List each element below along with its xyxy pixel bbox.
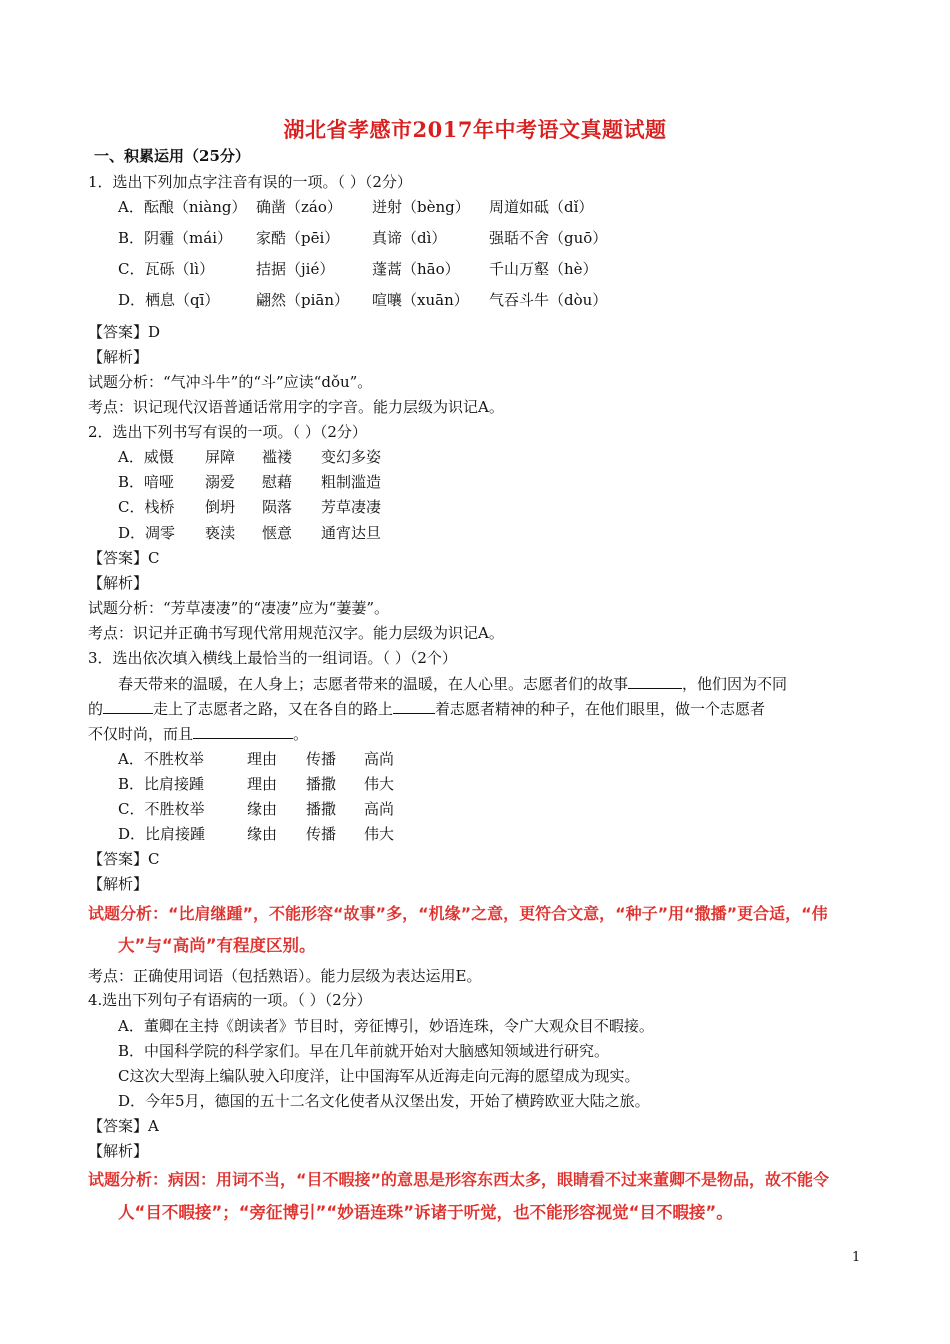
q2-analysis-label: 【解析】 — [88, 574, 149, 592]
q1-analysis-label: 【解析】 — [88, 348, 149, 366]
q3-passage-line-2 — [88, 699, 765, 719]
q4-stem: 4.选出下列句子有语病的一项。（ ）（2分） — [88, 991, 372, 1009]
q2-point: 考点：识记并正确书写现代常用规范汉字。能力层级为识记A。 — [88, 624, 504, 642]
q3-blank-4 — [193, 724, 293, 739]
q2-option-a-2: 屏障 — [205, 448, 236, 466]
q3-point: 考点：正确使用词语（包括熟语）。能力层级为表达运用E。 — [88, 967, 482, 985]
q2-option-c-1: C．栈桥 — [118, 498, 175, 516]
q3-passage-text: 着志愿者精神的种子，在他们眼里，做一个志愿者 — [435, 700, 766, 718]
q1-option-d-1: D．栖息（qī） — [118, 291, 220, 309]
q1-option-d-3: 喧嚷（xuān） — [372, 291, 469, 309]
q2-option-c-2: 倒坍 — [205, 498, 236, 516]
q4-option-d: D．今年5月，德国的五十二名文化使者从汉堡出发，开始了横跨欧亚大陆之旅。 — [118, 1092, 650, 1110]
q1-point: 考点：识记现代汉语普通话常用字的字音。能力层级为识记A。 — [88, 398, 504, 416]
q3-option-b-2: 理由 — [247, 775, 278, 793]
q1-option-c-2: 拮据（jié） — [256, 260, 335, 278]
q3-passage-text: 不仅时尚，而且 — [88, 725, 194, 743]
q2-stem: 2．选出下列书写有误的一项。（ ）（2分） — [88, 423, 367, 441]
q2-option-d-4: 通宵达旦 — [321, 524, 382, 542]
q1-option-b-4: 强聒不舍（guō） — [489, 229, 608, 247]
q3-passage-text: ，他们因为不同 — [682, 675, 788, 693]
q2-option-b-1: B．喑哑 — [118, 473, 175, 491]
q2-option-a-1: A．威慑 — [118, 448, 174, 466]
q3-option-a-1: A．不胜枚举 — [118, 750, 204, 768]
q1-option-c-3: 蓬蒿（hāo） — [372, 260, 460, 278]
q3-option-d-2: 缘由 — [247, 825, 278, 843]
q3-stem: 3．选出依次填入横线上最恰当的一组词语。（ ）（2个） — [88, 649, 457, 667]
q3-option-c-3: 播撒 — [306, 800, 337, 818]
q3-option-c-1: C．不胜枚举 — [118, 800, 205, 818]
q2-option-d-3: 惬意 — [262, 524, 293, 542]
section-heading: 一、积累运用（25分） — [94, 147, 250, 165]
q4-analysis-line-2: 人“目不暇接”；“旁征博引”“妙语连珠”诉诸于听觉，也不能形容视觉“目不暇接”。 — [118, 1203, 733, 1222]
q3-option-d-4: 伟大 — [364, 825, 395, 843]
q2-option-b-2: 溺爱 — [205, 473, 236, 491]
q2-option-b-4: 粗制滥造 — [321, 473, 382, 491]
q3-analysis-line-1: 试题分析：“比肩继踵”，不能形容“故事”多，“机缘”之意，更符合文意，“种子”用“撒播”更合适，“伟 — [88, 904, 828, 923]
q1-option-c-1: C．瓦砾（lì） — [118, 260, 215, 278]
q2-answer: 【答案】C — [88, 549, 160, 567]
q3-passage-text: 。 — [293, 725, 309, 743]
q3-option-a-4: 高尚 — [364, 750, 395, 768]
q3-passage-text: 春天带来的温暖，在人身上；志愿者带来的温暖，在人心里。志愿者们的故事 — [118, 675, 629, 693]
q1-option-d-2: 翩然（piān） — [256, 291, 350, 309]
q4-option-a: A．董卿在主持《朗读者》节目时，旁征博引，妙语连珠，令广大观众目不暇接。 — [118, 1017, 654, 1035]
q4-answer: 【答案】A — [88, 1117, 159, 1135]
q4-option-b: B．中国科学院的科学家们。早在几年前就开始对大脑感知领域进行研究。 — [118, 1042, 610, 1060]
q3-passage-text: 的 — [88, 700, 104, 718]
q2-option-a-3: 褴褛 — [262, 448, 293, 466]
q1-option-c-4: 千山万壑（hè） — [489, 260, 598, 278]
q1-option-a-1: A．酝酿（niàng） — [118, 198, 247, 216]
q1-answer: 【答案】D — [88, 323, 161, 341]
q1-analysis: 试题分析：“气冲斗牛”的“斗”应读“dǒu”。 — [88, 373, 373, 391]
q3-blank-2 — [103, 699, 153, 714]
q2-option-b-3: 慰藉 — [262, 473, 293, 491]
q3-option-b-1: B．比肩接踵 — [118, 775, 205, 793]
q2-analysis: 试题分析：“芳草凄凄”的“凄凄”应为“萋萋”。 — [88, 599, 390, 617]
q3-analysis-label: 【解析】 — [88, 875, 149, 893]
q2-option-a-4: 变幻多姿 — [321, 448, 382, 466]
q3-option-b-3: 播撒 — [306, 775, 337, 793]
q3-answer: 【答案】C — [88, 850, 160, 868]
q4-option-c: C这次大型海上编队驶入印度洋，让中国海军从近海走向元海的愿望成为现实。 — [118, 1067, 640, 1085]
q1-option-a-4: 周道如砥（dǐ） — [489, 198, 594, 216]
q4-analysis-label: 【解析】 — [88, 1142, 149, 1160]
q3-option-a-3: 传播 — [306, 750, 337, 768]
q3-blank-3 — [393, 699, 435, 714]
q3-blank-1 — [628, 674, 682, 689]
q3-option-d-3: 传播 — [306, 825, 337, 843]
q3-passage-line-1 — [118, 674, 787, 694]
q1-option-a-3: 迸射（bèng） — [372, 198, 470, 216]
q3-option-b-4: 伟大 — [364, 775, 395, 793]
q1-stem: 1．选出下列加点字注音有误的一项。（ ）（2分） — [88, 173, 412, 191]
q3-option-c-4: 高尚 — [364, 800, 395, 818]
q2-option-c-4: 芳草凄凄 — [321, 498, 382, 516]
q1-option-b-3: 真谛（dì） — [372, 229, 447, 247]
q3-option-d-1: D．比肩接踵 — [118, 825, 206, 843]
q3-option-c-2: 缘由 — [247, 800, 278, 818]
q1-option-a-2: 确凿（záo） — [256, 198, 342, 216]
q3-passage-text: 走上了志愿者之路，又在各自的路上 — [153, 700, 394, 718]
q3-analysis-line-2: 大”与“高尚”有程度区别。 — [118, 936, 316, 955]
q2-option-c-3: 陨落 — [262, 498, 293, 516]
q2-option-d-1: D．凋零 — [118, 524, 176, 542]
q3-passage-line-3 — [88, 724, 308, 744]
page-number: 1 — [852, 1250, 861, 1265]
q1-option-d-4: 气吞斗牛（dòu） — [489, 291, 608, 309]
q1-option-b-1: B．阴霾（mái） — [118, 229, 232, 247]
q4-analysis-line-1: 试题分析：病因：用词不当，“目不暇接”的意思是形容东西太多，眼睛看不过来董卿不是物品，故不能令 — [88, 1170, 830, 1189]
q2-option-d-2: 亵渎 — [205, 524, 236, 542]
document-title: 湖北省孝感市2017年中考语文真题试题 — [283, 117, 667, 142]
q1-option-b-2: 家酷（pēi） — [256, 229, 340, 247]
q3-option-a-2: 理由 — [247, 750, 278, 768]
